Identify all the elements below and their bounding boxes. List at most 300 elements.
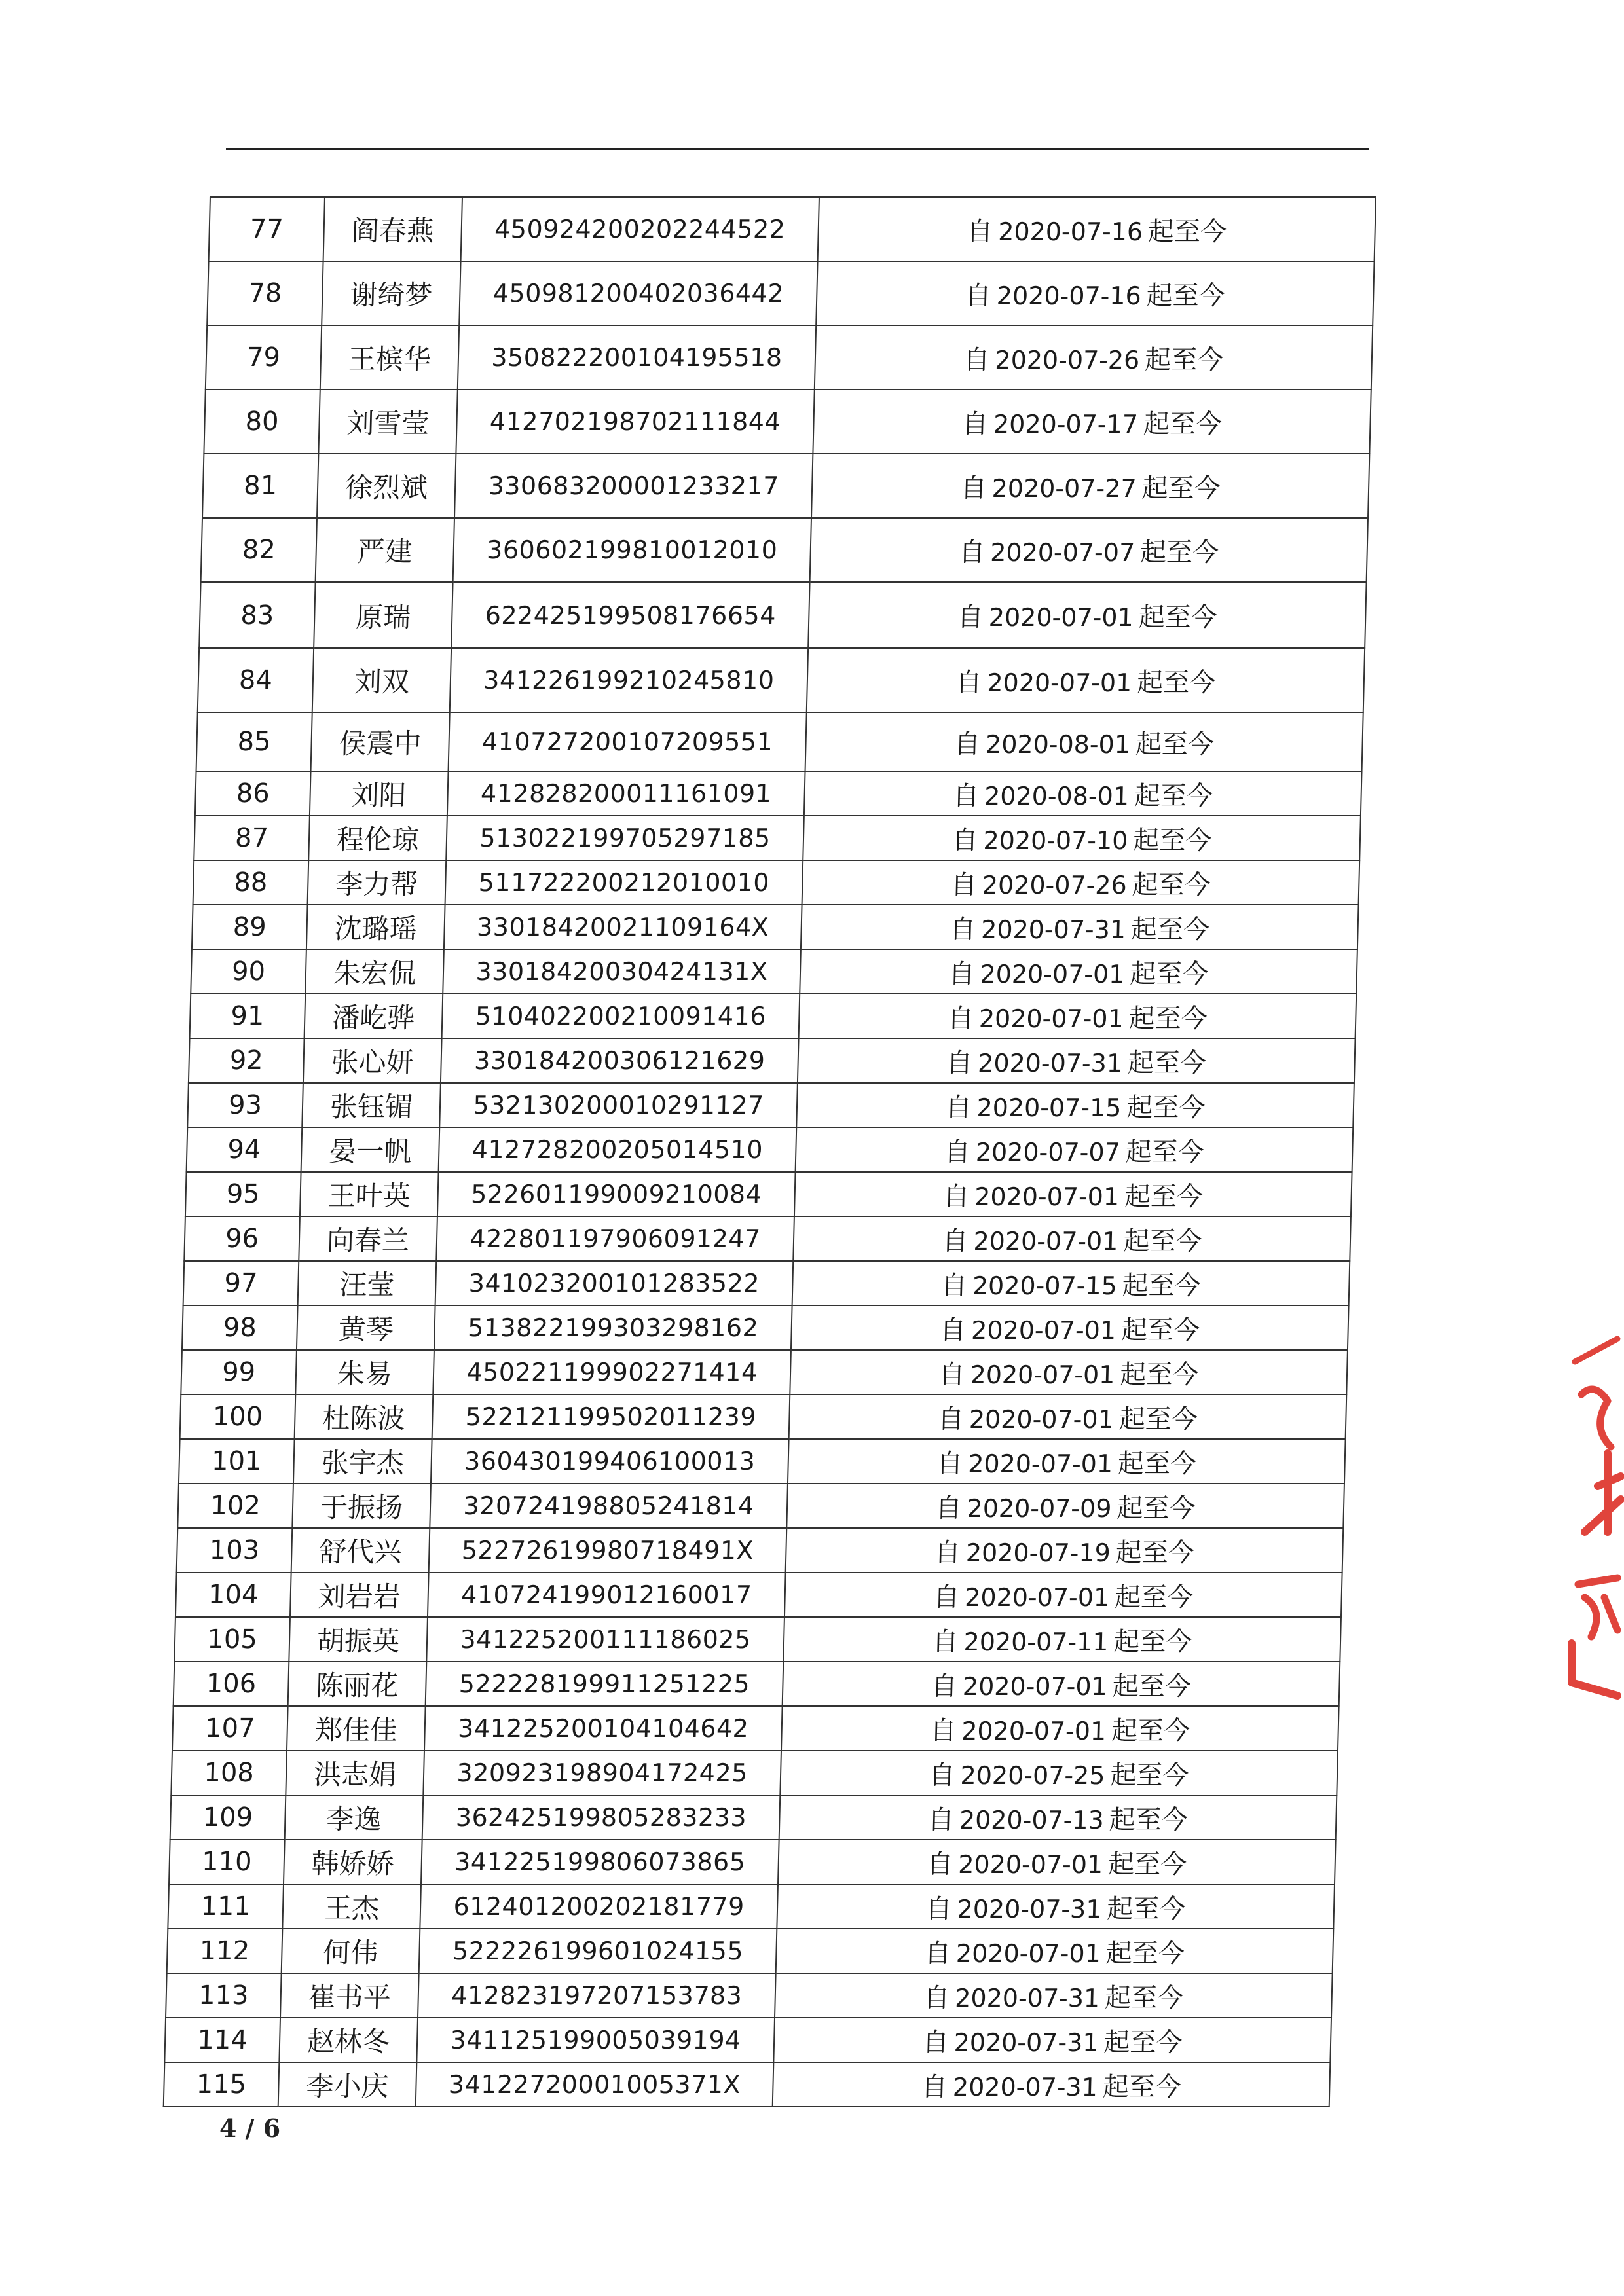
start-date: 2020-07-09 [967, 1493, 1112, 1523]
start-date: 2020-07-16 [997, 217, 1143, 246]
row-number: 81 [202, 454, 318, 518]
period-until-label: 起至今 [1127, 1048, 1207, 1078]
start-date: 2020-07-01 [970, 1315, 1116, 1345]
table-row [167, 1929, 1334, 1973]
period-until-label: 起至今 [1139, 537, 1219, 568]
person-name: 潘屹骅 [304, 994, 443, 1038]
id-number: 522228199911251225 [426, 1662, 784, 1706]
period-from-label: 自 [963, 344, 991, 375]
person-name: 谢绮梦 [322, 261, 460, 325]
employment-period [775, 1973, 1333, 2018]
period-from-label: 自 [950, 869, 978, 900]
table-row [201, 518, 1368, 582]
period-from-label: 自 [942, 1181, 970, 1212]
employment-period [780, 1751, 1338, 1795]
employment-period [778, 1840, 1336, 1884]
person-name: 侯震中 [311, 712, 450, 771]
row-number: 113 [166, 1973, 282, 2018]
table-row [194, 816, 1361, 860]
id-number: 513822199303298162 [434, 1305, 792, 1350]
person-name: 郑佳佳 [287, 1706, 426, 1751]
start-date: 2020-08-01 [984, 781, 1130, 811]
person-name: 何伟 [282, 1929, 420, 1973]
period-from-label: 自 [921, 2071, 948, 2102]
table-row [166, 1973, 1333, 2018]
id-number: 341225199806073865 [421, 1840, 779, 1884]
employment-period [813, 390, 1371, 454]
employment-period [804, 771, 1362, 816]
id-number: 412823197207153783 [418, 1973, 776, 2018]
person-name: 刘阳 [310, 771, 449, 816]
row-number: 95 [185, 1172, 301, 1216]
row-number: 96 [184, 1216, 300, 1261]
person-name: 徐烈斌 [317, 454, 456, 518]
start-date: 2020-07-31 [953, 2028, 1099, 2057]
employment-period [781, 1706, 1339, 1751]
person-name: 洪志娟 [286, 1751, 424, 1795]
row-number: 89 [192, 905, 308, 949]
red-seal-stamp-fragment [1545, 1336, 1624, 1702]
period-from-label: 自 [922, 2027, 950, 2058]
id-number: 522601199009210084 [437, 1172, 796, 1216]
row-number: 103 [177, 1528, 293, 1573]
period-until-label: 起至今 [1120, 1315, 1200, 1345]
employment-period [801, 905, 1359, 949]
period-until-label: 起至今 [1125, 1137, 1205, 1167]
person-name: 刘双 [312, 648, 451, 712]
stamp-glyph-1 [1581, 1389, 1611, 1447]
person-name: 张宇杰 [293, 1439, 432, 1484]
stamp-arc-bottom [1572, 1643, 1617, 1696]
table-row [202, 454, 1369, 518]
person-name: 朱宏侃 [305, 949, 444, 994]
period-until-label: 起至今 [1113, 1626, 1193, 1657]
period-until-label: 起至今 [1128, 1003, 1208, 1034]
id-number: 341225200111186025 [426, 1617, 784, 1662]
person-name: 胡振英 [289, 1617, 428, 1662]
period-from-label: 自 [929, 1760, 956, 1791]
period-until-label: 起至今 [1134, 780, 1213, 811]
period-from-label: 自 [957, 602, 984, 632]
id-number: 522121199502011239 [432, 1394, 790, 1439]
period-until-label: 起至今 [1126, 1092, 1206, 1123]
start-date: 2020-07-01 [986, 668, 1132, 697]
id-number: 410724199012160017 [428, 1573, 786, 1617]
table-row [195, 771, 1362, 816]
period-until-label: 起至今 [1109, 1760, 1190, 1791]
id-number: 320724198805241814 [430, 1484, 788, 1528]
id-number: 513022199705297185 [446, 816, 804, 860]
employment-period [786, 1484, 1344, 1528]
employment-period [807, 648, 1365, 712]
row-number: 86 [195, 771, 311, 816]
period-from-label: 自 [955, 667, 982, 698]
table-row [183, 1261, 1350, 1305]
period-from-label: 自 [937, 1404, 965, 1434]
period-from-label: 自 [925, 1893, 953, 1924]
period-until-label: 起至今 [1117, 1448, 1197, 1479]
table-row [207, 261, 1374, 325]
employment-period [798, 1038, 1356, 1083]
person-name: 陈丽花 [288, 1662, 427, 1706]
period-until-label: 起至今 [1105, 1938, 1185, 1969]
start-date: 2020-07-26 [982, 870, 1128, 900]
person-name: 程伦琼 [308, 816, 447, 860]
start-date: 2020-07-17 [993, 409, 1139, 439]
id-number: 362425199805283233 [422, 1795, 781, 1840]
period-from-label: 自 [952, 780, 980, 811]
start-date: 2020-07-01 [957, 1850, 1103, 1879]
period-until-label: 起至今 [1109, 1804, 1189, 1835]
start-date: 2020-07-25 [960, 1760, 1106, 1790]
employment-period [818, 197, 1376, 261]
id-number: 450924200202244522 [461, 197, 819, 261]
period-until-label: 起至今 [1111, 1715, 1190, 1746]
period-until-label: 起至今 [1122, 1270, 1202, 1301]
period-until-label: 起至今 [1147, 216, 1227, 247]
row-number: 82 [201, 518, 317, 582]
period-until-label: 起至今 [1141, 473, 1221, 503]
row-number: 112 [167, 1929, 283, 1973]
table-row [187, 1083, 1354, 1127]
person-name: 朱易 [295, 1350, 434, 1394]
employment-period [810, 518, 1368, 582]
id-number: 450221199902271414 [433, 1350, 791, 1394]
employment-period [796, 1083, 1354, 1127]
id-number: 450981200402036442 [459, 261, 817, 325]
row-number: 102 [177, 1484, 293, 1528]
period-from-label: 自 [953, 729, 981, 759]
row-number: 99 [181, 1350, 297, 1394]
table-row [169, 1840, 1336, 1884]
employment-period [777, 1884, 1335, 1929]
table-row [196, 712, 1363, 771]
table-row [209, 197, 1376, 261]
person-name: 原瑞 [314, 582, 452, 648]
id-number: 33018420030424131X [443, 949, 801, 994]
period-from-label: 自 [942, 1226, 969, 1256]
period-until-label: 起至今 [1114, 1582, 1194, 1613]
id-number: 412828200011161091 [447, 771, 805, 816]
period-from-label: 自 [949, 914, 976, 945]
employment-period [783, 1617, 1341, 1662]
period-from-label: 自 [965, 280, 992, 311]
header-rule [226, 148, 1369, 150]
id-number: 52272619980718491X [429, 1528, 787, 1573]
row-number: 91 [190, 994, 306, 1038]
row-number: 80 [204, 390, 320, 454]
row-number: 106 [174, 1662, 289, 1706]
id-number: 511722200212010010 [445, 860, 803, 905]
employment-period [789, 1394, 1347, 1439]
period-until-label: 起至今 [1136, 667, 1216, 698]
id-number: 422801197906091247 [436, 1216, 794, 1261]
period-from-label: 自 [932, 1582, 960, 1613]
person-name: 赵林冬 [279, 2018, 418, 2062]
period-from-label: 自 [932, 1626, 959, 1657]
row-number: 88 [193, 860, 309, 905]
row-number: 105 [174, 1617, 290, 1662]
table-row [174, 1662, 1340, 1706]
employment-period [773, 2062, 1331, 2107]
id-number: 330683200001233217 [454, 454, 813, 518]
table-row [189, 1038, 1356, 1083]
start-date: 2020-07-07 [975, 1137, 1121, 1167]
period-until-label: 起至今 [1103, 2027, 1183, 2058]
id-number: 320923198904172425 [423, 1751, 781, 1795]
period-until-label: 起至今 [1129, 958, 1209, 989]
employment-period [776, 1929, 1334, 1973]
table-row [199, 582, 1366, 648]
period-from-label: 自 [966, 216, 993, 247]
row-number: 85 [196, 712, 312, 771]
period-until-label: 起至今 [1132, 869, 1211, 900]
row-number: 114 [164, 2018, 280, 2062]
period-until-label: 起至今 [1118, 1404, 1198, 1434]
table-row [193, 860, 1360, 905]
table-row [175, 1573, 1342, 1617]
id-number: 412702198702111844 [456, 390, 814, 454]
start-date: 2020-07-10 [983, 826, 1128, 855]
page-number: 4 / 6 [219, 2113, 281, 2143]
person-name: 韩娇娇 [284, 1840, 422, 1884]
start-date: 2020-07-31 [977, 1048, 1123, 1078]
id-number: 360602199810012010 [453, 518, 811, 582]
start-date: 2020-07-15 [972, 1271, 1118, 1300]
period-from-label: 自 [948, 958, 976, 989]
person-name: 杜陈波 [295, 1394, 434, 1439]
table-row [184, 1216, 1351, 1261]
person-name: 晏一帆 [301, 1127, 440, 1172]
stamp-glyph-3 [1578, 1578, 1617, 1637]
table-row [177, 1484, 1344, 1528]
period-until-label: 起至今 [1132, 825, 1212, 856]
table-row [177, 1528, 1344, 1573]
table-row [182, 1305, 1349, 1350]
person-name: 刘岩岩 [290, 1573, 429, 1617]
id-number: 341226199210245810 [450, 648, 808, 712]
person-name: 向春兰 [299, 1216, 437, 1261]
start-date: 2020-07-01 [962, 1671, 1108, 1701]
id-number: 612401200202181779 [420, 1884, 778, 1929]
employment-period [800, 949, 1357, 994]
id-number: 410727200107209551 [449, 712, 807, 771]
start-date: 2020-07-31 [952, 2072, 1098, 2102]
period-from-label: 自 [924, 1938, 951, 1969]
id-number: 33018420021109164X [444, 905, 802, 949]
row-number: 98 [182, 1305, 298, 1350]
employment-period [802, 860, 1360, 905]
row-number: 77 [209, 197, 325, 261]
table-row [190, 994, 1357, 1038]
id-number: 360430199406100013 [431, 1439, 789, 1484]
start-date: 2020-07-01 [980, 959, 1125, 989]
employment-period [796, 1127, 1354, 1172]
employment-period [811, 454, 1369, 518]
period-from-label: 自 [939, 1315, 967, 1345]
employment-period [788, 1439, 1346, 1484]
period-from-label: 自 [960, 473, 987, 503]
person-name: 李逸 [285, 1795, 424, 1840]
table-row [174, 1617, 1341, 1662]
table-row [198, 648, 1365, 712]
employment-period [790, 1350, 1348, 1394]
period-from-label: 自 [961, 409, 989, 439]
table-row [170, 1795, 1337, 1840]
table-row [185, 1172, 1352, 1216]
id-number: 341023200101283522 [435, 1261, 794, 1305]
table-row [164, 2062, 1331, 2107]
id-number: 412728200205014510 [439, 1127, 797, 1172]
period-until-label: 起至今 [1144, 344, 1224, 375]
roster-table [163, 196, 1376, 2107]
employment-period [792, 1261, 1350, 1305]
table-row [172, 1706, 1339, 1751]
period-from-label: 自 [945, 1092, 972, 1123]
period-from-label: 自 [926, 1849, 953, 1880]
period-until-label: 起至今 [1138, 602, 1218, 632]
employment-period [799, 994, 1357, 1038]
table-row [187, 1127, 1354, 1172]
start-date: 2020-07-01 [973, 1226, 1118, 1256]
start-date: 2020-07-01 [988, 603, 1134, 632]
period-from-label: 自 [958, 537, 986, 568]
period-from-label: 自 [934, 1537, 961, 1568]
roster-body [164, 197, 1376, 2107]
employment-period [786, 1528, 1344, 1573]
period-until-label: 起至今 [1107, 1849, 1187, 1880]
period-until-label: 起至今 [1143, 409, 1223, 439]
row-number: 87 [194, 816, 310, 860]
row-number: 101 [179, 1439, 295, 1484]
row-number: 84 [198, 648, 314, 712]
row-number: 83 [199, 582, 315, 648]
employment-period [779, 1795, 1337, 1840]
row-number: 97 [183, 1261, 299, 1305]
person-name: 严建 [316, 518, 454, 582]
employment-period [784, 1573, 1342, 1617]
row-number: 104 [175, 1573, 291, 1617]
start-date: 2020-07-31 [954, 1983, 1100, 2013]
period-from-label: 自 [936, 1448, 963, 1479]
person-name: 李力帮 [308, 860, 447, 905]
row-number: 108 [171, 1751, 287, 1795]
table-row [204, 390, 1371, 454]
person-name: 汪莹 [298, 1261, 437, 1305]
table-row [179, 1439, 1346, 1484]
period-until-label: 起至今 [1112, 1671, 1192, 1702]
table-row [206, 325, 1373, 390]
period-from-label: 自 [923, 1982, 950, 2013]
period-until-label: 起至今 [1146, 280, 1226, 311]
row-number: 90 [191, 949, 306, 994]
stamp-glyph-2 [1585, 1453, 1621, 1532]
employment-period [803, 816, 1361, 860]
table-row [164, 2018, 1331, 2062]
employment-period [794, 1172, 1352, 1216]
table-row [168, 1884, 1335, 1929]
id-number: 622425199508176654 [451, 582, 809, 648]
person-name: 沈璐瑶 [306, 905, 445, 949]
period-from-label: 自 [946, 1048, 973, 1078]
employment-period [793, 1216, 1351, 1261]
start-date: 2020-07-16 [996, 281, 1142, 310]
start-date: 2020-07-01 [978, 1004, 1124, 1033]
period-until-label: 起至今 [1135, 729, 1215, 759]
person-name: 王杰 [282, 1884, 421, 1929]
id-number: 510402200210091416 [442, 994, 800, 1038]
table-row [171, 1751, 1338, 1795]
start-date: 2020-07-31 [980, 915, 1126, 944]
period-from-label: 自 [944, 1137, 971, 1167]
row-number: 115 [164, 2062, 280, 2107]
period-from-label: 自 [940, 1270, 968, 1301]
period-from-label: 自 [947, 1003, 974, 1034]
period-until-label: 起至今 [1119, 1359, 1200, 1390]
id-number: 522226199601024155 [419, 1929, 777, 1973]
person-name: 张钰镅 [302, 1083, 441, 1127]
start-date: 2020-07-27 [991, 473, 1137, 503]
period-until-label: 起至今 [1130, 914, 1210, 945]
period-from-label: 自 [931, 1671, 958, 1702]
row-number: 93 [187, 1083, 303, 1127]
period-from-label: 自 [938, 1359, 966, 1390]
person-name: 于振扬 [292, 1484, 431, 1528]
start-date: 2020-07-01 [970, 1360, 1115, 1389]
start-date: 2020-07-13 [959, 1805, 1105, 1834]
start-date: 2020-07-01 [969, 1404, 1115, 1434]
employment-period [815, 325, 1373, 390]
employment-period [783, 1662, 1340, 1706]
id-number: 532130200010291127 [439, 1083, 798, 1127]
stamp-arc-top [1575, 1339, 1617, 1362]
employment-period [808, 582, 1366, 648]
person-name: 张心妍 [303, 1038, 442, 1083]
id-number: 330184200306121629 [441, 1038, 799, 1083]
person-name: 王槟华 [320, 325, 459, 390]
person-name: 王叶英 [300, 1172, 439, 1216]
period-until-label: 起至今 [1116, 1493, 1196, 1523]
start-date: 2020-07-15 [976, 1093, 1122, 1122]
start-date: 2020-07-01 [964, 1582, 1110, 1612]
row-number: 110 [169, 1840, 285, 1884]
period-from-label: 自 [929, 1715, 957, 1746]
person-name: 黄琴 [297, 1305, 435, 1350]
start-date: 2020-07-07 [989, 538, 1135, 567]
start-date: 2020-07-11 [963, 1627, 1109, 1656]
person-name: 崔书平 [280, 1973, 419, 2018]
period-from-label: 自 [935, 1493, 963, 1523]
person-name: 李小庆 [278, 2062, 417, 2107]
employment-period [805, 712, 1363, 771]
employment-period [773, 2018, 1331, 2062]
period-from-label: 自 [951, 825, 979, 856]
id-number: 341125199005039194 [416, 2018, 775, 2062]
start-date: 2020-07-01 [974, 1182, 1120, 1211]
period-until-label: 起至今 [1104, 1982, 1184, 2013]
start-date: 2020-07-31 [957, 1894, 1103, 1923]
id-number: 34122720001005371X [416, 2062, 774, 2107]
row-number: 109 [170, 1795, 286, 1840]
row-number: 78 [207, 261, 323, 325]
period-until-label: 起至今 [1122, 1226, 1202, 1256]
start-date: 2020-07-01 [967, 1449, 1113, 1478]
row-number: 94 [187, 1127, 303, 1172]
employment-period [791, 1305, 1349, 1350]
person-name: 阎春燕 [323, 197, 462, 261]
start-date: 2020-07-26 [994, 345, 1140, 374]
row-number: 111 [168, 1884, 284, 1929]
